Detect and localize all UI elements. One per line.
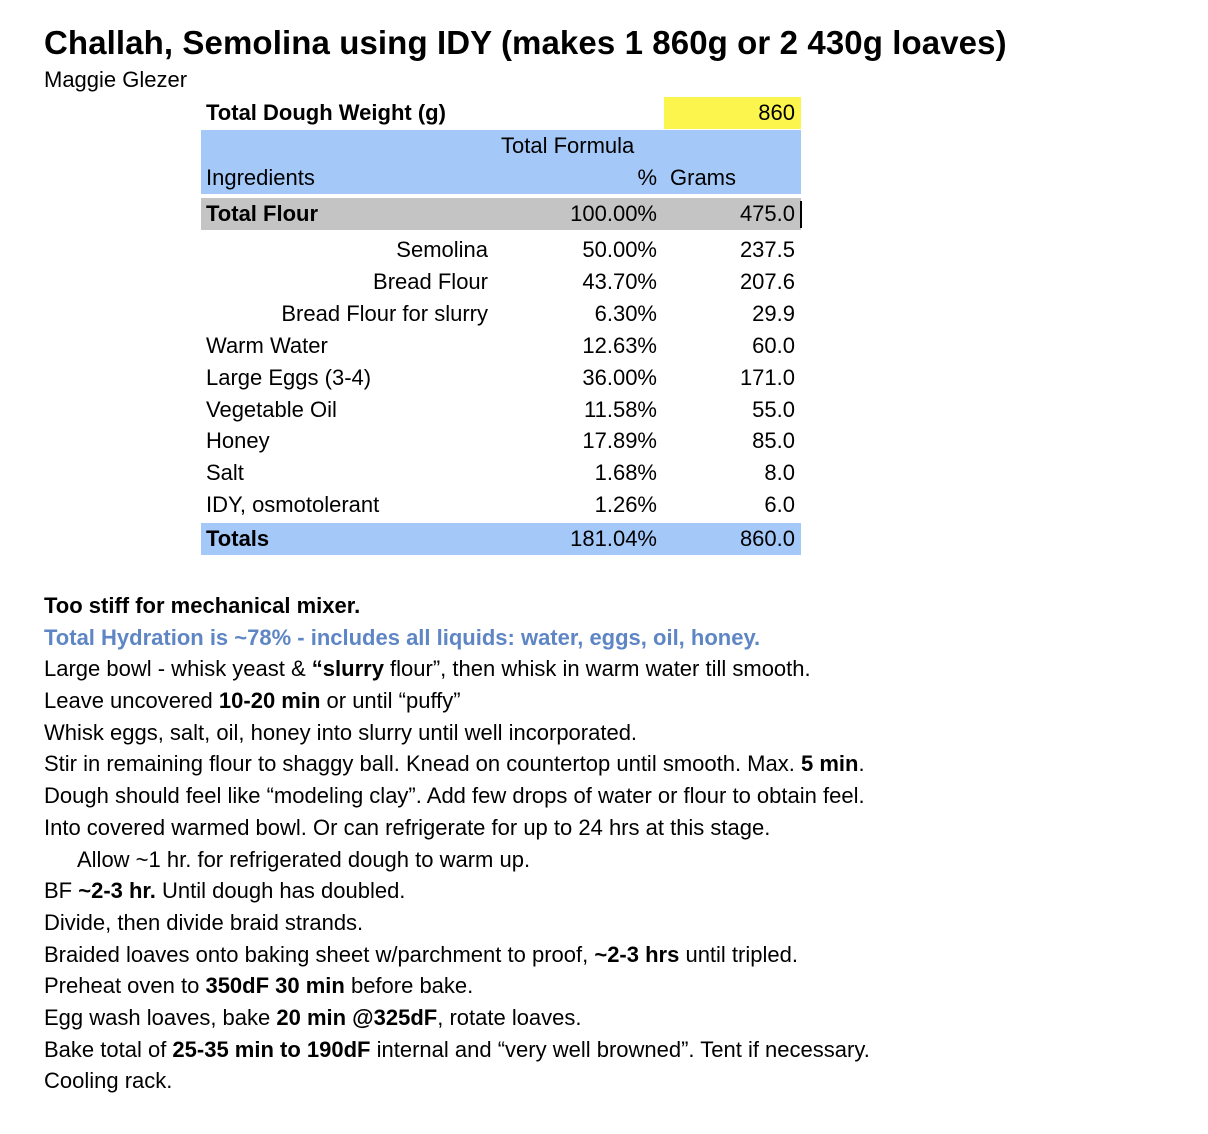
note-line: Cooling rack. xyxy=(44,1068,173,1094)
ingredient-name: Vegetable Oil xyxy=(206,397,337,422)
ingredient-grams: 171.0 xyxy=(739,365,795,390)
note-line: Stir in remaining flour to shaggy ball. Knead on countertop until smooth. Max. 5 min. xyxy=(44,751,865,777)
table-row xyxy=(201,394,801,426)
table-row xyxy=(201,457,801,489)
total-flour-grams: 475.0 xyxy=(739,201,795,226)
note-line: Egg wash loaves, bake 20 min @325dF, rotate loaves. xyxy=(44,1004,582,1030)
ingredient-grams: 207.6 xyxy=(739,269,795,294)
table-row xyxy=(201,362,801,394)
ingredient-grams: 85.0 xyxy=(752,428,795,453)
ingredient-name: Warm Water xyxy=(206,333,328,358)
recipe-author: Maggie Glezer xyxy=(44,67,188,92)
table-row xyxy=(201,489,801,521)
table-row xyxy=(201,425,801,457)
ingredient-grams: 29.9 xyxy=(752,301,795,326)
total-dough-weight-row xyxy=(201,97,801,129)
ingredient-percent: 1.68% xyxy=(594,460,657,485)
note-line: Bake total of 25-35 min to 190dF internal and “very well browned”. Tent if necessary. xyxy=(44,1036,870,1062)
note-line: Into covered warmed bowl. Or can refrigerate for up to 24 hrs at this stage. xyxy=(44,814,771,840)
ingredient-grams: 6.0 xyxy=(764,492,795,517)
total-flour-row xyxy=(201,198,801,230)
ingredient-grams: 237.5 xyxy=(739,237,795,262)
totals-label: Totals xyxy=(206,526,270,551)
ingredient-percent: 36.00% xyxy=(582,365,657,390)
ingredient-percent: 11.58% xyxy=(584,397,657,422)
note-line: Large bowl - whisk yeast & “slurry flour”, then whisk in warm water till smooth. xyxy=(44,656,811,682)
ingredient-percent: 43.70% xyxy=(582,269,657,294)
ingredient-name: Bread Flour xyxy=(373,269,488,294)
totals-grams: 860.0 xyxy=(739,526,795,551)
ingredient-grams: 60.0 xyxy=(752,333,795,358)
note-line: Divide, then divide braid strands. xyxy=(44,909,364,935)
table-row xyxy=(201,330,801,362)
text-cursor xyxy=(800,201,802,228)
ingredient-name: Semolina xyxy=(396,237,488,262)
table-row xyxy=(201,234,801,266)
ingredient-name: Large Eggs (3-4) xyxy=(206,365,372,390)
note-line: Dough should feel like “modeling clay”. Add few drops of water or flour to obtain feel. xyxy=(44,783,865,809)
total-flour-percent: 100.00% xyxy=(570,201,657,226)
ingredient-percent: 17.89% xyxy=(582,428,657,453)
table-row xyxy=(201,266,801,298)
header-row-columns xyxy=(201,162,801,194)
note-line: Whisk eggs, salt, oil, honey into slurry until well incorporated. xyxy=(44,719,638,745)
ingredient-grams: 55.0 xyxy=(752,397,795,422)
method-notes xyxy=(44,590,870,1097)
recipe-title: Challah, Semolina using IDY (makes 1 860g or 2 430g loaves) xyxy=(44,24,1007,61)
total-dough-weight-label: Total Dough Weight (g) xyxy=(206,100,446,125)
note-line: Braided loaves onto baking sheet w/parchment to proof, ~2-3 hrs until tripled. xyxy=(44,941,798,967)
ingredient-name: Honey xyxy=(206,428,270,453)
ingredient-percent: 1.26% xyxy=(594,492,657,517)
note-line: BF ~2-3 hr. Until dough has doubled. xyxy=(44,878,406,904)
ingredient-name: Bread Flour for slurry xyxy=(281,301,488,326)
total-flour-label: Total Flour xyxy=(206,201,319,226)
note-line: Too stiff for mechanical mixer. xyxy=(44,593,361,618)
note-line: Allow ~1 hr. for refrigerated dough to warm up. xyxy=(77,846,531,872)
ingredient-percent: 12.63% xyxy=(582,333,657,358)
totals-row xyxy=(201,523,801,555)
header-percent: % xyxy=(637,165,657,190)
header-grams: Grams xyxy=(670,165,736,190)
ingredient-percent: 50.00% xyxy=(582,237,657,262)
ingredient-percent: 6.30% xyxy=(594,301,657,326)
ingredient-name: Salt xyxy=(206,460,244,485)
hydration-note: Total Hydration is ~78% - includes all liquids: water, eggs, oil, honey. xyxy=(44,624,761,650)
note-line: Leave uncovered 10-20 min or until “puffy” xyxy=(44,688,461,714)
total-dough-weight-value[interactable]: 860 xyxy=(758,100,795,125)
ingredient-name: IDY, osmotolerant xyxy=(206,492,380,517)
header-row-formula xyxy=(201,130,801,162)
table-row xyxy=(201,298,801,330)
header-total-formula: Total Formula xyxy=(501,133,635,158)
header-ingredients: Ingredients xyxy=(206,165,315,190)
ingredient-grams: 8.0 xyxy=(764,460,795,485)
note-line: Preheat oven to 350dF 30 min before bake. xyxy=(44,973,474,999)
totals-percent: 181.04% xyxy=(570,526,657,551)
